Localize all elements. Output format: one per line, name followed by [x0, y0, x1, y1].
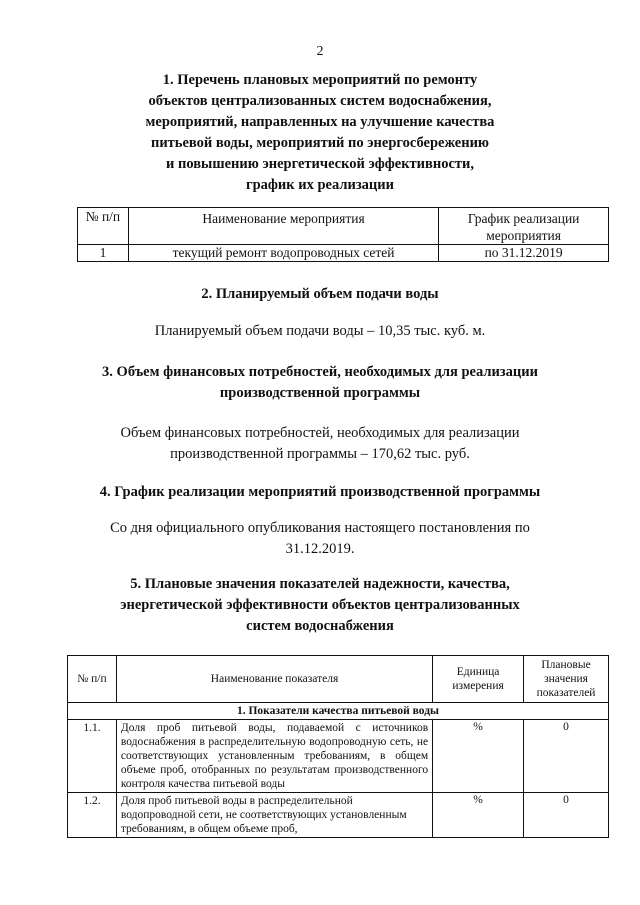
row-indicator-name: Доля проб питьевой воды, подаваемой с источников водоснабжения в распределительную водопроводную сеть, не соответствующих установленным требованиям, в общем объеме проб, отобранных по результатам производственного контроля качества питьевой воды — [116, 720, 432, 793]
page-number: 2 — [316, 44, 324, 59]
section-3-title: 3. Объем финансовых потребностей, необходимых для реализации производственной программы — [102, 364, 538, 401]
row-indicator-name: Доля проб питьевой воды в распределительной водопроводной сети, не соответствующих установленным требованиям, в общем объеме проб, — [116, 793, 432, 838]
indicators-table — [67, 655, 609, 838]
header-planned-values: Плановые значения показателей — [524, 656, 609, 703]
row-number: 1 — [78, 245, 129, 262]
section-2-text: Планируемый объем подачи воды – 10,35 тыс. куб. м. — [154, 323, 486, 339]
header-unit: Единица измерения — [433, 656, 524, 703]
table-header-row — [68, 656, 609, 703]
section-3-text: Объем финансовых потребностей, необходимых для реализации производственной программы – 170,62 тыс. руб. — [120, 425, 520, 462]
section-4-text: Со дня официального опубликования настоящего постановления по 31.12.2019. — [110, 520, 530, 557]
group-title: 1. Показатели качества питьевой воды — [68, 703, 609, 720]
table-header-row — [78, 208, 609, 245]
row-number: 1.2. — [68, 793, 117, 838]
table-row — [68, 720, 609, 793]
header-number: № п/п — [78, 208, 129, 245]
section-4-title: 4. График реализации мероприятий производственной программы — [99, 484, 541, 500]
header-number: № п/п — [68, 656, 117, 703]
header-measure-name: Наименование мероприятия — [128, 208, 438, 245]
row-value: 0 — [524, 793, 609, 838]
row-value: 0 — [524, 720, 609, 793]
section-1-title: 1. Перечень плановых мероприятий по ремонту объектов централизованных систем водоснабжения, мероприятий, направленных на улучшение качества питьевой воды, мероприятий по энергосбережению и повышению энергетической эффективности, график их реализации — [145, 72, 495, 193]
table-group-row — [68, 703, 609, 720]
row-measure-name: текущий ремонт водопроводных сетей — [128, 245, 438, 262]
table-row — [78, 245, 609, 262]
row-unit: % — [433, 720, 524, 793]
row-unit: % — [433, 793, 524, 838]
header-indicator-name: Наименование показателя — [116, 656, 432, 703]
header-schedule: График реализации мероприятия — [439, 208, 609, 245]
measures-table — [77, 207, 609, 262]
row-number: 1.1. — [68, 720, 117, 793]
table-row — [68, 793, 609, 838]
section-5-title: 5. Плановые значения показателей надежности, качества, энергетической эффективности объектов централизованных систем водоснабжения — [120, 576, 520, 634]
section-2-title: 2. Планируемый объем подачи воды — [201, 286, 439, 302]
row-schedule: по 31.12.2019 — [439, 245, 609, 262]
